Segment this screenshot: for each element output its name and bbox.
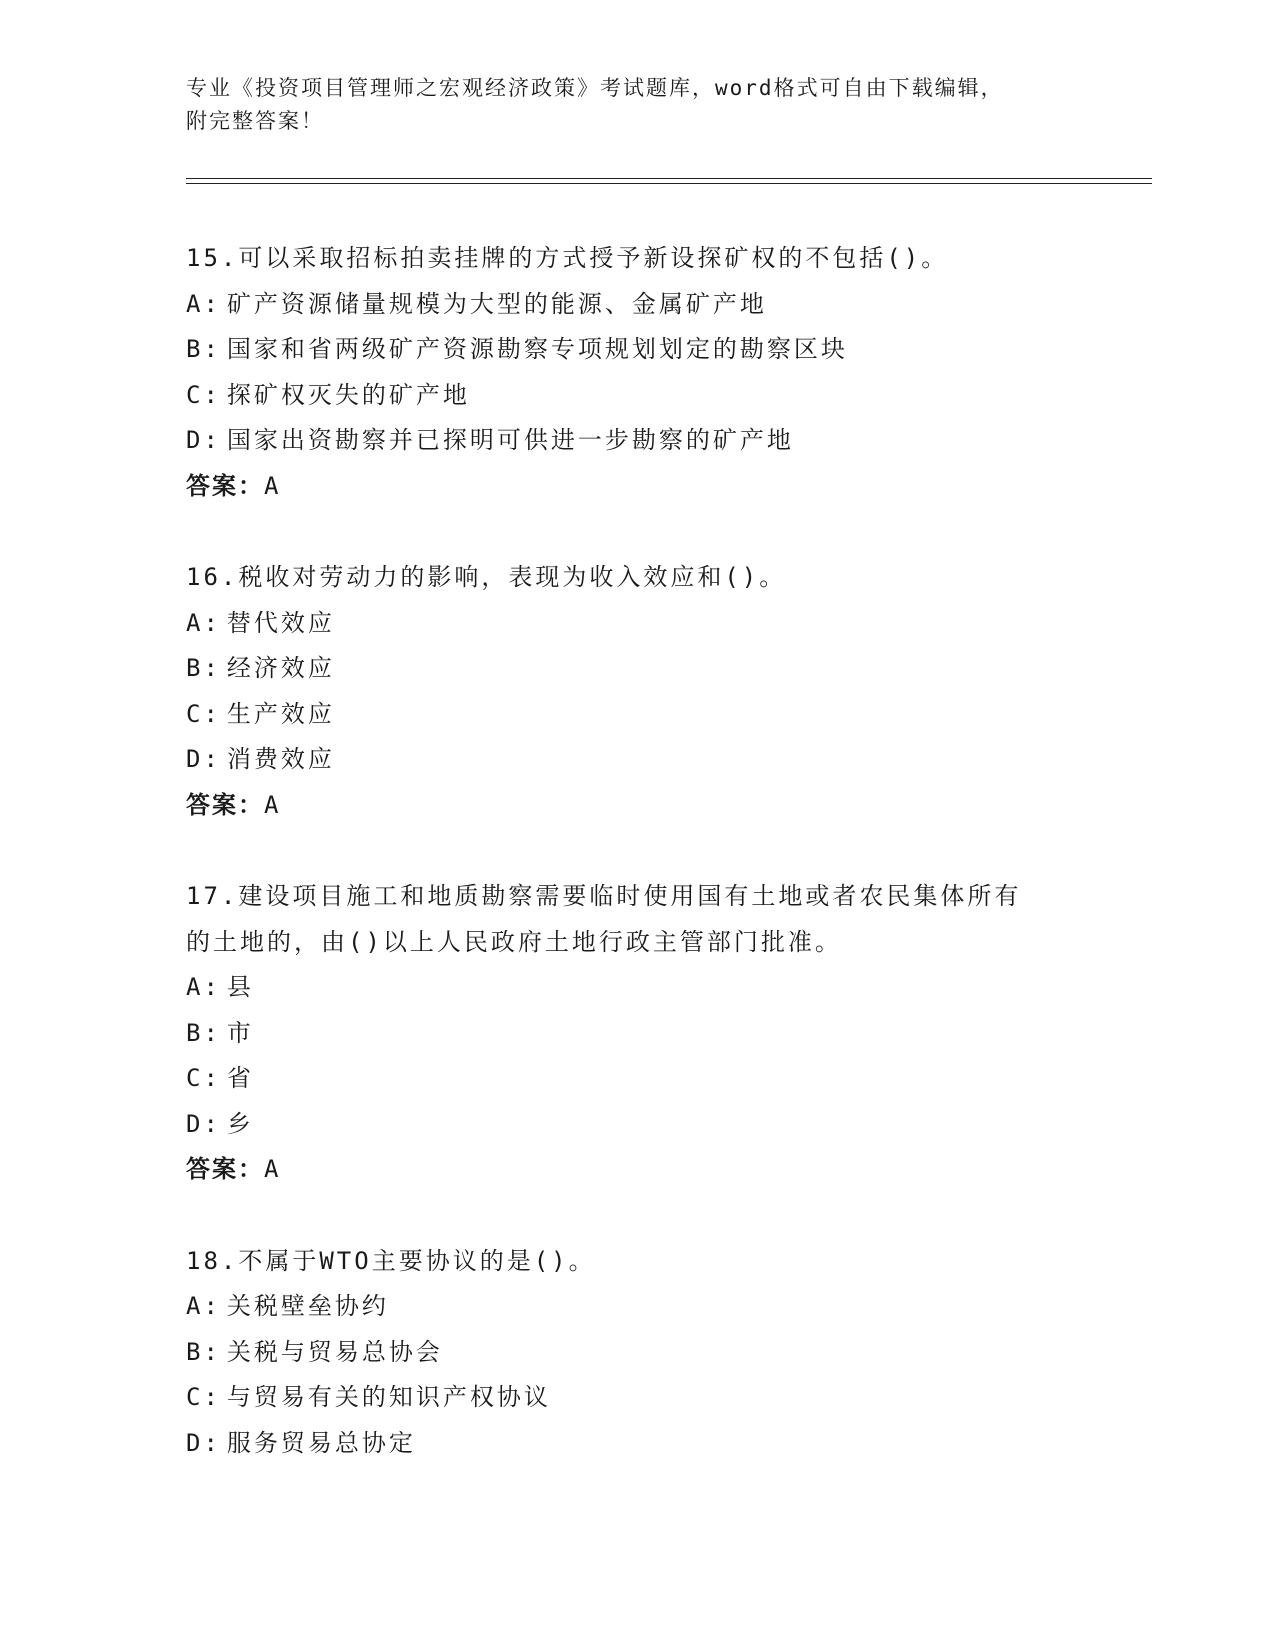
option-text: 服务贸易总协定 bbox=[226, 1428, 416, 1457]
header-line-1: 专业《投资项目管理师之宏观经济政策》考试题库，word格式可自由下载编辑， bbox=[186, 76, 1004, 100]
option-d bbox=[186, 418, 1086, 464]
answer-value: A bbox=[264, 790, 281, 819]
option-a bbox=[186, 1284, 1086, 1330]
option-letter: B: bbox=[186, 335, 221, 363]
option-d bbox=[186, 737, 1086, 783]
question-list bbox=[186, 236, 1086, 1512]
question-stem: 15.可以采取招标拍卖挂牌的方式授予新设探矿权的不包括()。 bbox=[186, 244, 949, 272]
option-letter: D: bbox=[186, 745, 221, 773]
option-letter: D: bbox=[186, 1428, 221, 1457]
answer-line bbox=[186, 783, 1086, 829]
header-line-2: 附完整答案！ bbox=[186, 109, 324, 133]
option-text: 县 bbox=[226, 973, 254, 1001]
option-c bbox=[186, 373, 1086, 419]
option-b bbox=[186, 1330, 1086, 1376]
answer-label: 答案： bbox=[186, 1155, 264, 1183]
option-text: 与贸易有关的知识产权协议 bbox=[226, 1383, 551, 1411]
option-letter: A: bbox=[186, 973, 221, 1001]
question-17 bbox=[186, 874, 1086, 1193]
answer-line bbox=[186, 1147, 1086, 1193]
option-text: 乡 bbox=[226, 1109, 254, 1138]
option-letter: A: bbox=[186, 289, 221, 318]
option-a bbox=[186, 965, 1086, 1011]
option-letter: D: bbox=[186, 1109, 221, 1138]
option-c bbox=[186, 1056, 1086, 1102]
option-letter: C: bbox=[186, 699, 221, 728]
header-divider-top bbox=[186, 178, 1152, 179]
option-letter: B: bbox=[186, 1018, 221, 1047]
option-text: 消费效应 bbox=[226, 745, 335, 773]
option-d bbox=[186, 1421, 1086, 1467]
question-stem: 18.不属于WTO主要协议的是()。 bbox=[186, 1246, 596, 1275]
option-text: 关税壁垒协约 bbox=[226, 1292, 389, 1320]
option-text: 关税与贸易总协会 bbox=[226, 1337, 443, 1366]
option-text: 省 bbox=[226, 1064, 254, 1092]
option-text: 国家和省两级矿产资源勘察专项规划划定的勘察区块 bbox=[226, 335, 848, 363]
option-letter: B: bbox=[186, 1337, 221, 1366]
option-b bbox=[186, 646, 1086, 692]
option-text: 国家出资勘察并已探明可供进一步勘察的矿产地 bbox=[226, 426, 794, 454]
answer-label: 答案： bbox=[186, 471, 264, 500]
option-letter: C: bbox=[186, 1383, 221, 1411]
question-stem: 16.税收对劳动力的影响，表现为收入效应和()。 bbox=[186, 563, 787, 591]
question-stem-line-1: 17.建设项目施工和地质勘察需要临时使用国有土地或者农民集体所有 bbox=[186, 882, 1022, 910]
answer-label: 答案： bbox=[186, 790, 264, 819]
option-letter: C: bbox=[186, 1064, 221, 1092]
option-a bbox=[186, 282, 1086, 328]
option-b bbox=[186, 327, 1086, 373]
option-text: 经济效应 bbox=[226, 654, 335, 682]
option-c bbox=[186, 1375, 1086, 1421]
question-stem-line-2: 的土地的，由()以上人民政府土地行政主管部门批准。 bbox=[186, 927, 842, 956]
document-header bbox=[186, 72, 1086, 138]
option-letter: D: bbox=[186, 426, 221, 454]
option-letter: A: bbox=[186, 608, 221, 637]
option-letter: A: bbox=[186, 1292, 221, 1320]
answer-value: A bbox=[264, 471, 281, 500]
answer-value: A bbox=[264, 1155, 281, 1183]
option-text: 探矿权灭失的矿产地 bbox=[226, 380, 470, 409]
answer-line bbox=[186, 464, 1086, 510]
option-letter: B: bbox=[186, 654, 221, 682]
option-a bbox=[186, 601, 1086, 647]
header-divider-bottom bbox=[186, 183, 1152, 184]
option-d bbox=[186, 1102, 1086, 1148]
question-16 bbox=[186, 555, 1086, 828]
option-text: 替代效应 bbox=[226, 608, 335, 637]
option-c bbox=[186, 692, 1086, 738]
option-text: 生产效应 bbox=[226, 699, 335, 728]
option-letter: C: bbox=[186, 380, 221, 409]
question-18 bbox=[186, 1239, 1086, 1467]
option-text: 矿产资源储量规模为大型的能源、金属矿产地 bbox=[226, 289, 767, 318]
question-15 bbox=[186, 236, 1086, 509]
option-text: 市 bbox=[226, 1018, 254, 1047]
option-b bbox=[186, 1011, 1086, 1057]
